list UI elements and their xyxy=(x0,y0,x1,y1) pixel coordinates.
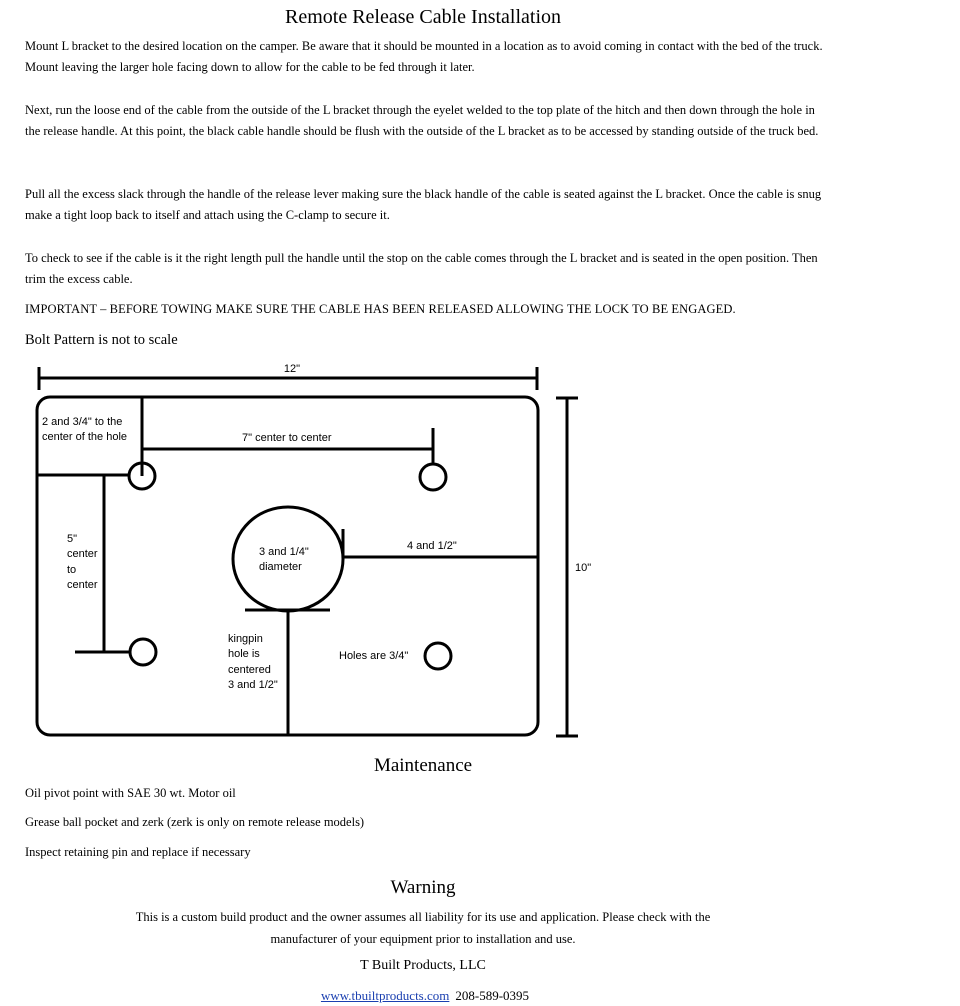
company-name: T Built Products, LLC xyxy=(360,958,486,973)
height-label: 10" xyxy=(575,562,592,574)
warning-heading: Warning xyxy=(390,877,456,898)
kingpin-note-line-4: 3 and 1/2" xyxy=(228,679,278,691)
maintenance-item-1: Oil pivot point with SAE 30 wt. Motor oil xyxy=(25,786,236,800)
page-title: Remote Release Cable Installation xyxy=(284,6,562,28)
corner-label-line-1: 2 and 3/4" to the xyxy=(42,416,123,428)
bolt-pattern-label: Bolt Pattern is not to scale xyxy=(25,332,178,348)
warning-text xyxy=(0,906,846,950)
kingpin-hole xyxy=(233,507,343,611)
right-offset-label: 4 and 1/2" xyxy=(407,540,457,552)
warning-line-1: This is a custom build product and the owner assumes all liability for its use and application. Please check with the xyxy=(135,910,711,924)
vertical-label-line-1: 5" xyxy=(67,533,78,545)
instruction-paragraph-1: Mount L bracket to the desired location on the camper. Be aware that it should be mounted in a location as to avoid coming in contact with the bed of the truck. Mount leaving the larger hole facing down to allow for the cable to be fed through it later. xyxy=(25,39,823,74)
corner-label-line-2: center of the hole xyxy=(42,431,128,443)
important-notice: IMPORTANT – BEFORE TOWING MAKE SURE THE CABLE HAS BEEN RELEASED ALLOWING THE LOCK TO BE ENGAGED. xyxy=(25,302,736,316)
website-link[interactable]: www.tbuiltproducts.com xyxy=(320,988,450,1003)
kingpin-diameter-line-1: 3 and 1/4" xyxy=(259,546,309,558)
vertical-label-line-2: center xyxy=(67,548,98,560)
contact-line xyxy=(0,988,850,1004)
vertical-label-line-4: center xyxy=(67,579,98,591)
bolt-hole-bottom-right xyxy=(425,643,451,669)
phone-number: 208-589-0395 xyxy=(455,988,530,1003)
instruction-paragraph-4: To check to see if the cable is it the right length pull the handle until the stop on the cable comes through the L bracket and is seated in the open position. Then trim the excess cable. xyxy=(25,251,818,286)
bolt-pattern-diagram xyxy=(0,350,620,750)
kingpin-note-line-3: centered xyxy=(228,664,271,676)
maintenance-item-2: Grease ball pocket and zerk (zerk is only on remote release models) xyxy=(25,815,365,829)
bolt-hole-bottom-left xyxy=(130,639,156,665)
kingpin-diameter-line-2: diameter xyxy=(259,561,302,573)
kingpin-note-line-1: kingpin xyxy=(228,633,263,645)
bolt-hole-top-right xyxy=(420,464,446,490)
instruction-paragraph-2: Next, run the loose end of the cable from the outside of the L bracket through the eyelet welded to the top plate of the hitch and then down through the hole in the release handle. At this point, the black cable handle should be flush with the outside of the L bracket as to be accessed by standing outside of the truck bed. xyxy=(25,103,819,138)
center-to-center-label: 7" center to center xyxy=(242,432,332,444)
maintenance-heading: Maintenance xyxy=(373,755,473,776)
holes-label: Holes are 3/4" xyxy=(339,650,409,662)
instruction-paragraph-3: Pull all the excess slack through the handle of the release lever making sure the black handle of the cable is seated against the L bracket. Once the cable is snug make a tight loop back to itself and attach using the C-clamp to secure it. xyxy=(25,187,822,222)
warning-line-2: manufacturer of your equipment prior to installation and use. xyxy=(270,932,576,946)
vertical-label-line-3: to xyxy=(67,564,77,576)
maintenance-item-3: Inspect retaining pin and replace if necessary xyxy=(25,845,251,859)
kingpin-note-line-2: hole is xyxy=(228,648,260,660)
width-label: 12" xyxy=(283,363,301,375)
